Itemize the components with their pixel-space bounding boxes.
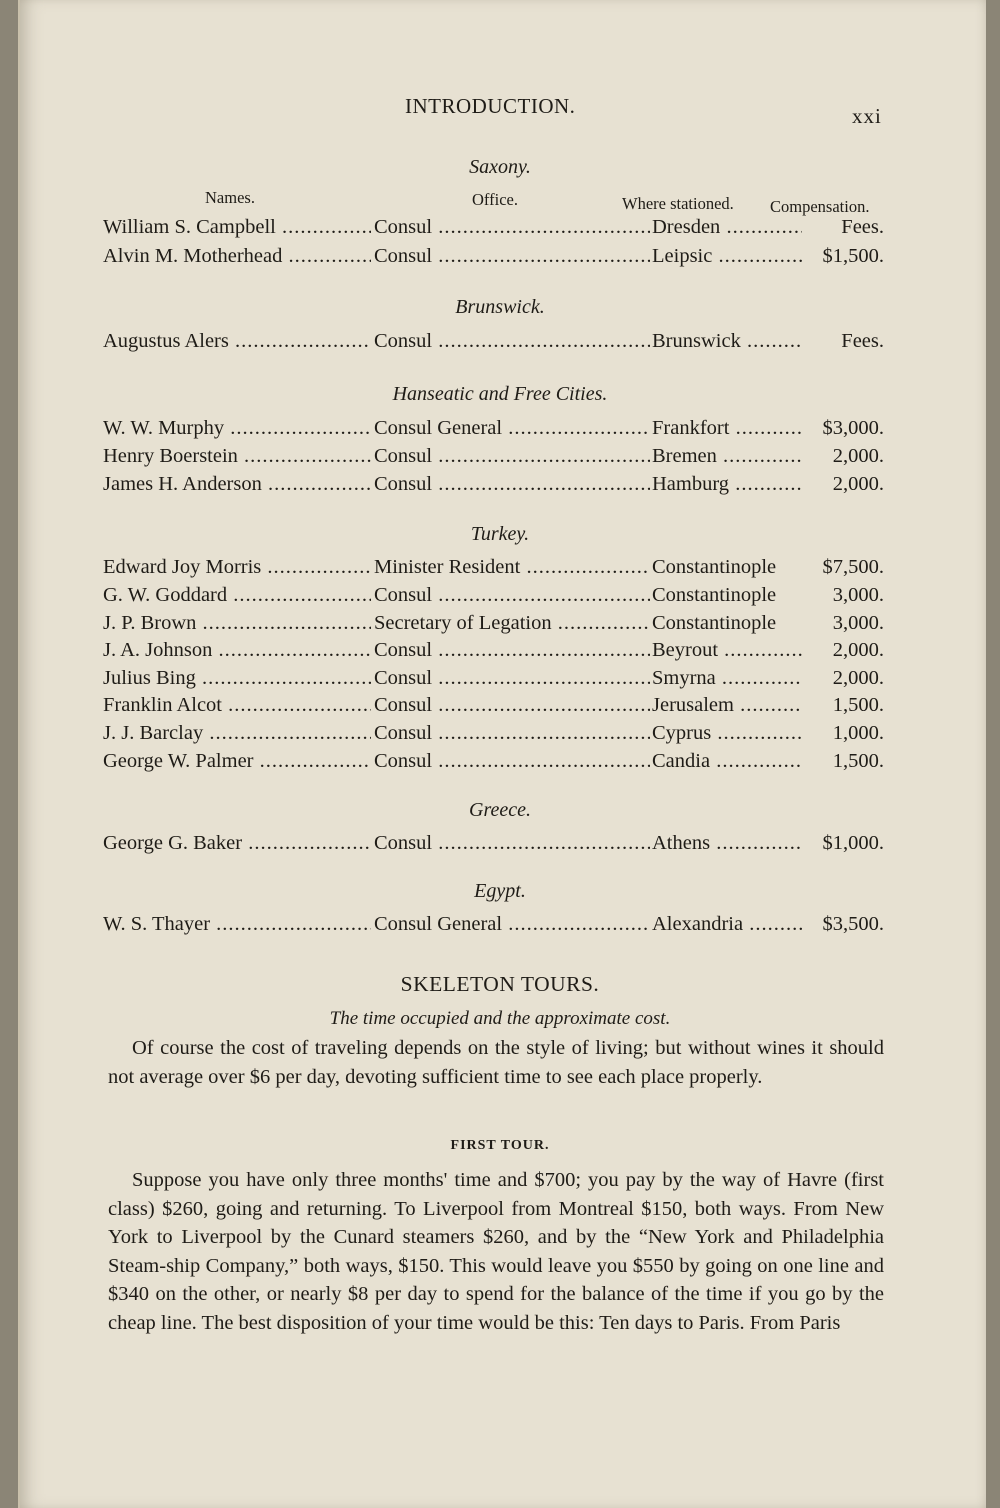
name-cell: Alvin M. Motherhead .....	[103, 245, 371, 268]
column-header-office: Office.	[472, 190, 518, 209]
table-row	[0, 216, 1000, 244]
name-cell: G. W. Goddard .....	[103, 584, 371, 607]
compensation-cell: Fees.	[841, 216, 884, 238]
running-header: INTRODUCTION.	[405, 94, 576, 118]
name-cell: J. J. Barclay .....	[103, 722, 371, 745]
office-cell: Minister Resident .....	[374, 556, 650, 579]
station-cell: Constantinople	[652, 584, 777, 606]
office-cell: Consul .....	[374, 330, 650, 353]
table-row	[0, 750, 1000, 778]
page-number: xxi	[852, 104, 882, 128]
compensation-cell: $1,000.	[822, 832, 884, 854]
name-cell: J. A. Johnson .....	[103, 639, 371, 662]
intro-paragraph: Of course the cost of traveling depends on the style of living; but without wines it should not average over $6 per day, devoting sufficient time to see each place properly.	[108, 1037, 884, 1088]
name-cell: Franklin Alcot .....	[103, 694, 371, 717]
name-cell: W. W. Murphy .....	[103, 417, 371, 440]
table-row	[0, 722, 1000, 750]
table-row	[0, 445, 1000, 473]
name-cell: George G. Baker .....	[103, 832, 371, 855]
table-row	[0, 694, 1000, 722]
compensation-cell: $3,000.	[822, 417, 884, 439]
office-cell: Consul .....	[374, 473, 650, 496]
first-tour-heading: FIRST TOUR.	[450, 1138, 550, 1153]
section-title-egypt: Egypt.	[474, 880, 526, 902]
column-header-names: Names.	[205, 188, 255, 207]
section-title-hanseatic: Hanseatic and Free Cities.	[392, 383, 608, 405]
name-cell: Julius Bing .....	[103, 667, 371, 690]
table-row	[0, 639, 1000, 667]
name-cell: Edward Joy Morris .....	[103, 556, 371, 579]
section-title-greece: Greece.	[469, 799, 531, 821]
station-cell: Dresden .....	[652, 216, 802, 239]
name-cell: William S. Campbell .....	[103, 216, 371, 239]
office-cell: Secretary of Legation .....	[374, 612, 650, 635]
name-cell: Henry Boerstein .....	[103, 445, 371, 468]
compensation-cell: 2,000.	[832, 667, 884, 689]
column-header-where: Where stationed.	[622, 194, 734, 213]
name-cell: George W. Palmer .....	[103, 750, 371, 773]
table-row	[0, 330, 1000, 358]
station-cell: Hamburg .....	[652, 473, 802, 496]
column-header-compensation: Compensation.	[770, 197, 870, 216]
office-cell: Consul .....	[374, 832, 650, 855]
station-cell: Jerusalem .....	[652, 694, 802, 717]
table-row	[0, 556, 1000, 584]
station-cell: Candia .....	[652, 750, 802, 773]
name-cell: James H. Anderson .....	[103, 473, 371, 496]
section-title-brunswick: Brunswick.	[455, 296, 545, 318]
office-cell: Consul General .....	[374, 417, 650, 440]
compensation-cell: 3,000.	[832, 612, 884, 634]
station-cell: Constantinople	[652, 612, 777, 634]
compensation-cell: 2,000.	[832, 473, 884, 495]
office-cell: Consul .....	[374, 750, 650, 773]
table-row	[0, 473, 1000, 501]
station-cell: Brunswick .....	[652, 330, 802, 353]
section-title-turkey: Turkey.	[470, 523, 530, 545]
office-cell: Consul .....	[374, 445, 650, 468]
first-tour-paragraph: Suppose you have only three months' time and $700; you pay by the way of Havre (first class) $260, going and returning. To Liverpool from Montreal $150, both ways. From New York to Liverpool by the Cunard steamers $260, and by the “New York and Philadelphia Steam-ship Company,” both ways, $150. This would leave you $550 by going on one line and $340 on the other, or nearly $8 per day to spend for the balance of the time if you go by the cheap line. The best disposition of your time would be this: Ten days to Paris. From Paris	[108, 1169, 884, 1334]
skeleton-tours-heading: SKELETON TOURS.	[400, 972, 600, 996]
compensation-cell: $7,500.	[822, 556, 884, 578]
compensation-cell: 1,500.	[832, 750, 884, 772]
table-row	[0, 913, 1000, 941]
office-cell: Consul .....	[374, 639, 650, 662]
office-cell: Consul .....	[374, 216, 650, 239]
office-cell: Consul .....	[374, 584, 650, 607]
office-cell: Consul .....	[374, 722, 650, 745]
compensation-cell: 3,000.	[832, 584, 884, 606]
compensation-cell: 2,000.	[832, 445, 884, 467]
station-cell: Athens .....	[652, 832, 802, 855]
table-row	[0, 245, 1000, 273]
office-cell: Consul .....	[374, 667, 650, 690]
station-cell: Leipsic .....	[652, 245, 802, 268]
table-row	[0, 612, 1000, 640]
office-cell: Consul General .....	[374, 913, 650, 936]
station-cell: Beyrout .....	[652, 639, 802, 662]
table-row	[0, 584, 1000, 612]
station-cell: Cyprus .....	[652, 722, 802, 745]
compensation-cell: $1,500.	[822, 245, 884, 267]
compensation-cell: 1,500.	[832, 694, 884, 716]
name-cell: Augustus Alers .....	[103, 330, 371, 353]
name-cell: W. S. Thayer .....	[103, 913, 371, 936]
section-title-saxony: Saxony.	[469, 156, 531, 178]
compensation-cell: $3,500.	[822, 913, 884, 935]
station-cell: Alexandria .....	[652, 913, 802, 936]
station-cell: Bremen .....	[652, 445, 802, 468]
compensation-cell: Fees.	[841, 330, 884, 352]
office-cell: Consul .....	[374, 245, 650, 268]
skeleton-tours-subtitle: The time occupied and the approximate cost.	[329, 1008, 671, 1029]
table-row	[0, 417, 1000, 445]
name-cell: J. P. Brown .....	[103, 612, 371, 635]
table-row	[0, 832, 1000, 860]
station-cell: Smyrna .....	[652, 667, 802, 690]
station-cell: Frankfort .....	[652, 417, 802, 440]
compensation-cell: 1,000.	[832, 722, 884, 744]
station-cell: Constantinople	[652, 556, 777, 578]
compensation-cell: 2,000.	[832, 639, 884, 661]
table-row	[0, 667, 1000, 695]
office-cell: Consul .....	[374, 694, 650, 717]
